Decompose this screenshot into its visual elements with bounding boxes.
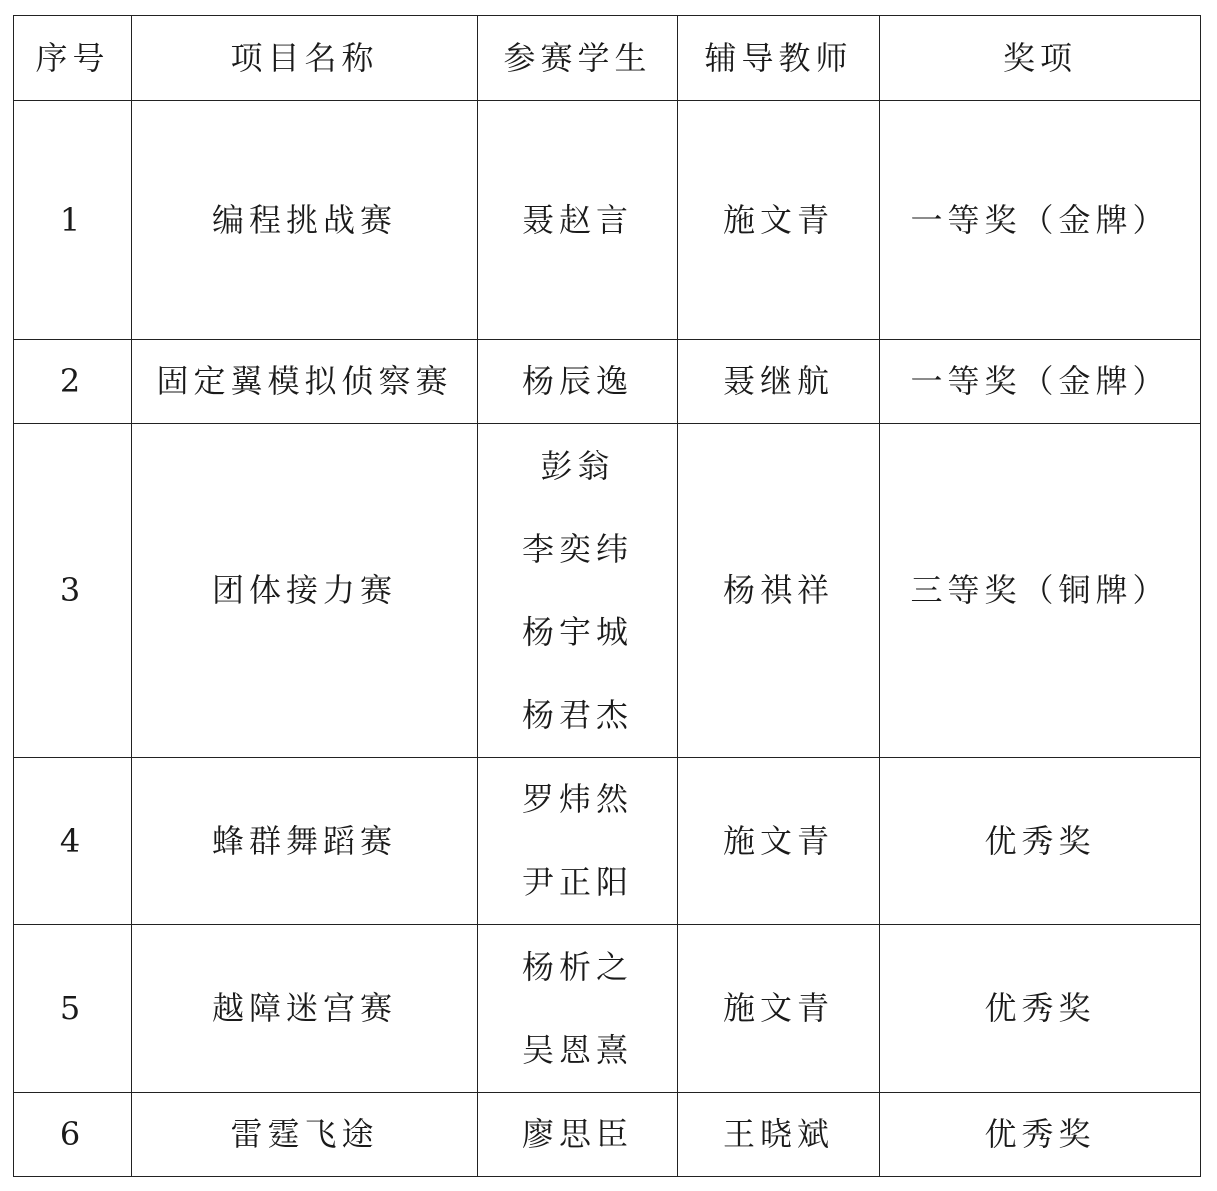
header-teacher: 辅导教师 [678,16,880,101]
student-name: 聂赵言 [521,200,633,239]
header-project: 项目名称 [132,16,478,101]
row-project: 蜂群舞蹈赛 [132,758,478,925]
row-students [478,340,678,424]
row-award: 三等奖（铜牌） [880,424,1201,758]
student-name: 廖思臣 [521,1115,633,1153]
row-teacher: 杨祺祥 [678,424,880,758]
header-students: 参赛学生 [478,16,678,101]
row-teacher: 王晓斌 [678,1093,880,1177]
row-students [478,424,678,758]
row-teacher: 施文青 [678,758,880,925]
row-no: 3 [14,424,132,758]
row-project: 越障迷宫赛 [132,925,478,1093]
row-no: 1 [14,101,132,340]
table-row [14,925,1201,1093]
header-award: 奖项 [880,16,1201,101]
row-students [478,925,678,1093]
student-name: 吴恩熹 [521,1030,633,1069]
row-award: 一等奖（金牌） [880,340,1201,424]
row-award: 优秀奖 [880,758,1201,925]
awards-table [13,15,1201,1177]
row-project: 编程挑战赛 [132,101,478,340]
row-award: 优秀奖 [880,925,1201,1093]
table-row [14,1093,1201,1177]
table-row [14,340,1201,424]
table-row [14,101,1201,340]
table-row [14,758,1201,925]
student-name: 杨析之 [521,947,633,986]
student-name: 罗炜然 [521,780,633,818]
row-teacher: 施文青 [678,925,880,1093]
student-name: 李奕纬 [521,529,633,568]
student-name: 杨辰逸 [521,362,633,400]
row-students [478,101,678,340]
student-name: 尹正阳 [521,863,633,901]
student-name: 杨君杰 [521,695,633,734]
row-no: 6 [14,1093,132,1177]
header-no: 序号 [14,16,132,101]
table-row [14,424,1201,758]
row-no: 4 [14,758,132,925]
row-no: 5 [14,925,132,1093]
row-award: 一等奖（金牌） [880,101,1201,340]
student-name: 彭翁 [540,446,615,485]
row-project: 雷霆飞途 [132,1093,478,1177]
row-students [478,758,678,925]
row-teacher: 聂继航 [678,340,880,424]
row-students [478,1093,678,1177]
row-teacher: 施文青 [678,101,880,340]
student-name: 杨宇城 [521,612,633,651]
row-project: 团体接力赛 [132,424,478,758]
row-no: 2 [14,340,132,424]
header-row [14,16,1201,101]
row-project: 固定翼模拟侦察赛 [132,340,478,424]
row-award: 优秀奖 [880,1093,1201,1177]
